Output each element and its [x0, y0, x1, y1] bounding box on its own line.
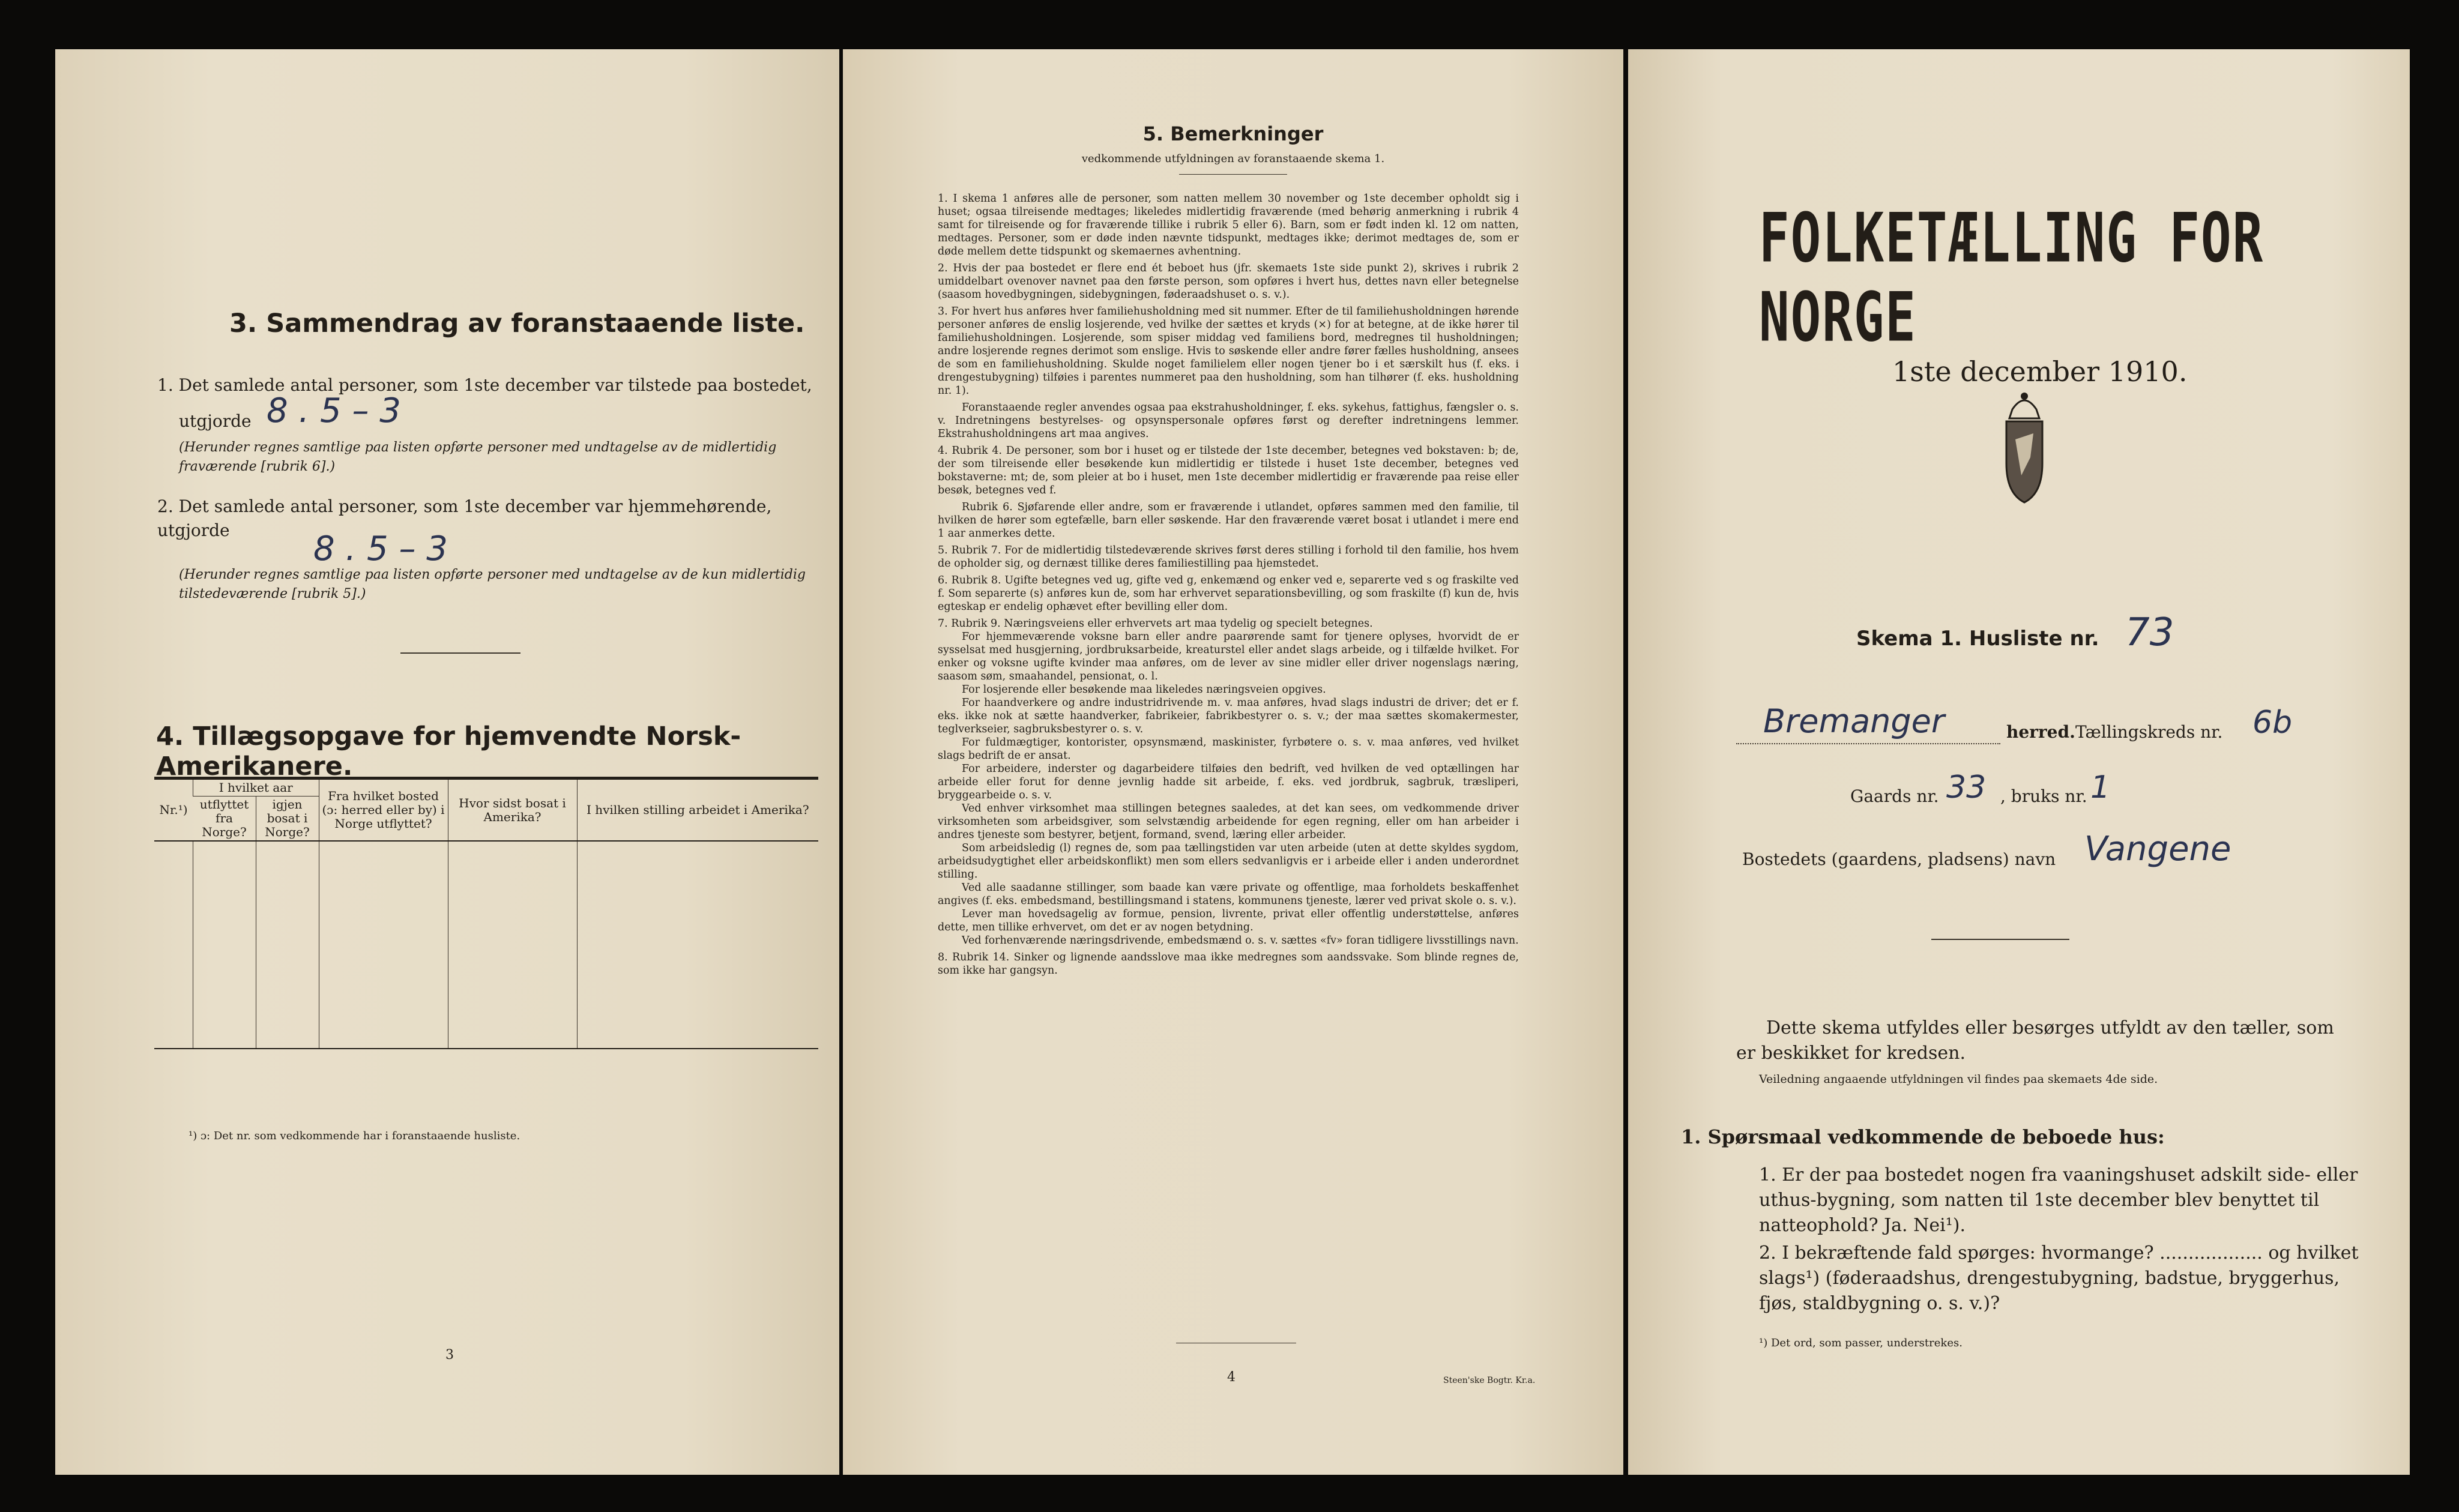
- remark-6: 6. Rubrik 8. Ugifte betegnes ved ug, gifte ved g, enkemænd og enker ved e, separerte ved s og fraskilte ved f. Som separerte (s) anføres kun de, som har erhvervet separationsbevilling, og som fraskilte (f) kun de, hvis egteskap er endelig ophævet efter bevilling eller dom.: [938, 574, 1519, 613]
- husliste-number: 73: [2125, 610, 2174, 655]
- remarks-title: 5. Bemerkninger: [1142, 122, 1324, 145]
- remark-5: 5. Rubrik 7. For de midlertidig tilstedeværende skrives først deres stilling i forhold til den familie, hos hvem de opholder sig, og dernæst tillike deres familiestilling paa hjemstedet.: [938, 544, 1519, 570]
- remark-7e: For arbeidere, inderster og dagarbeidere tilføies den bedrift, ved hvilken de ved optællingen har arbeide eller forut for denne jevnlig hadde sit arbeide, f. eks. ved jordbruk, sagbruk, træsliperi, bryggearbeide o. s. v.: [938, 763, 1519, 801]
- page-number: 3: [445, 1348, 454, 1363]
- col-igjen-bosat: igjen bosat i Norge?: [256, 797, 319, 842]
- item1-prefix: utgjorde: [179, 411, 252, 431]
- remark-7j: Ved forhenværende næringsdrivende, embedsmænd o. s. v. sættes «fv» foran tidligere livsstillings navn.: [962, 935, 1519, 947]
- remark-7i: Lever man hovedsagelig av formue, pension, livrente, privat eller offentlig understøttelse, anføres dette, men tillike erhvervet, om det er av nogen betydning.: [938, 908, 1519, 933]
- remark-8: 8. Rubrik 14. Sinker og lignende aandsslove maa ikke medregnes som aandssvake. Som blinde regnes de, som ikke har gangsyn.: [938, 951, 1519, 977]
- col-utflyttet: utflyttet fra Norge?: [199, 797, 249, 839]
- item2-text: 2. Det samlede antal personer, som 1ste december var hjemmehørende, utgjorde: [157, 496, 772, 540]
- right-page: [1628, 49, 2410, 1475]
- item1-note: (Herunder regnes samtlige paa listen opførte personer med undtagelse av de midlertidig fraværende [rubrik 6].): [179, 440, 777, 474]
- question-2: 2. I bekræftende fald spørges: hvormange? .................. og hvilket slags¹) (føderaadshus, drengestubygning, badstue, bryggerhus, fjøs, staldbygning o. s. v.)?: [1759, 1242, 2359, 1314]
- census-title: FOLKETÆLLING FOR NORGE: [1759, 198, 2264, 357]
- printer-imprint: Steen'ske Bogtr. Kr.a.: [1443, 1376, 1536, 1385]
- left-page: [55, 49, 839, 1475]
- section3-title: 3. Sammendrag av foranstaaende liste.: [229, 309, 805, 339]
- gaards-label: Gaards nr.: [1850, 786, 1939, 806]
- remark-7h: Ved alle saadanne stillinger, som baade kan være private og offentlige, maa forholdets beskaffenhet angives (f. eks. embedsmand, bestillingsmand i statens, kommunens tjeneste, lærer ved privat skole o. s. v.).: [938, 882, 1519, 907]
- section4-title: 4. Tillægsopgave for hjemvendte Norsk-Amerikanere.: [156, 721, 741, 782]
- norsk-amerikanere-table: [154, 777, 818, 1049]
- question-1: 1. Er der paa bostedet nogen fra vaaningshuset adskilt side- eller uthus-bygning, som natten til 1ste december blev benyttet til natteophold? Ja. Nei¹).: [1759, 1164, 2358, 1236]
- item2-note: (Herunder regnes samtlige paa listen opførte personer med undtagelse av de kun midlertidig tilstedeværende [rubrik 5].): [179, 567, 806, 601]
- table-footnote: ¹) ɔ: Det nr. som vedkommende har i foranstaaende husliste.: [189, 1130, 520, 1142]
- bruks-handwritten: 1: [2090, 770, 2111, 806]
- remark-7c: For haandverkere og andre industridrivende m. v. maa anføres, hvad slags industri de driver; det er f. eks. ikke nok at sætte haandverker, fabrikeier, fabrikbestyrer o. s. v.; der maa sættes skomakermester, teglverkseier, sagbruksbestyrer o. s. v.: [938, 697, 1519, 735]
- table-row: [154, 996, 818, 1049]
- kreds-handwritten: 6b: [2252, 705, 2293, 741]
- remark-7a: For hjemmeværende voksne barn eller andre paarørende samt for tjenere oplyses, hvorvidt de er sysselsat med husgjerning, jordbruksarbeide, kreaturstel eller andet slags arbeide, og i tilfælde hvilket. For enker og voksne ugifte kvinder maa anføres, om de lever av sine midler eller driver nogenslags næring, saasom søm, smaahandel, pensionat, o. l.: [938, 631, 1519, 682]
- skema-label: Skema 1. Husliste nr.: [1856, 627, 2099, 651]
- remark-7d: For fuldmægtiger, kontorister, opsynsmænd, maskinister, fyrbøtere o. s. v. maa anføres, ved hvilket slags bedrift de er ansat.: [938, 736, 1519, 762]
- table-row: [154, 945, 818, 996]
- remark-4b: Rubrik 6. Sjøfarende eller andre, som er fraværende i utlandet, opføres sammen med den familie, til hvilken de hører som egtefælle, barn eller søskende. Har den fraværende været bosat i utlandet i mere end 1 aar anmerkes dette.: [938, 501, 1519, 540]
- remark-1: 1. I skema 1 anføres alle de personer, som natten mellem 30 november og 1ste december opholdt sig i huset; ogsaa tilreisende medtages; likeledes midlertidig fraværende (med behørig anmerkning i rubrik 4 samt for tilreisende og for fraværende tillike i rubrik 5 eller 6). Barn, som er født inden kl. 12 om natten, medtages. Personer, som er døde inden nævnte tidspunkt, medtages ikke; derimot medtages de, som er døde mellem dette tidspunkt og skemaernes avhentning.: [938, 193, 1519, 258]
- item1-handwritten-count: 8 . 5 – 3: [267, 391, 401, 430]
- bruks-label: , bruks nr.: [2000, 786, 2087, 806]
- page-footnote: ¹) Det ord, som passer, understrekes.: [1759, 1337, 1963, 1349]
- gaards-handwritten: 33: [1946, 770, 1987, 806]
- remark-7f: Ved enhver virksomhet maa stillingen betegnes saaledes, at det kan sees, om vedkommende driver virksomheten som arbeidsgiver, som selvstændig arbeidende for egen regning, eller om han arbeider i andres tjeneste som bestyrer, betjent, formand, svend, læring eller arbeider.: [938, 803, 1519, 841]
- remark-3b: Foranstaaende regler anvendes ogsaa paa ekstrahusholdninger, f. eks. sykehus, fattighus, fængsler o. s. v. Indretningens bestyrelses- og opsynspersonale opføres først og derefter indretningens lemmer. Ekstrahusholdningens art maa angives.: [938, 402, 1519, 440]
- col-bosted: Fra hvilket bosted (ɔ: herred eller by) i Norge utflyttet?: [319, 779, 448, 842]
- remark-3: 3. For hvert hus anføres hver familiehusholdning med sit nummer. Efter de til familiehusholdningen hørende personer anføres de enslig losjerende, ved hvilke der sættes et kryds (×) for at betegne, at de ikke hører til familiehusholdningen. Losjerende, som spiser middag ved familiens bord, medregnes til husholdningen; andre losjerende regnes derimot som enslige. Hvis to søskende eller andre fører fælles husholdning, ansees de som en familiehusholdning. Skulde noget familielem eller nogen tjener bo i et særskilt hus (f. eks. i drengestubygning) tilføies i parentes nummeret paa den husholdning, som han tilhører (f. eks. husholdning nr. 1).: [938, 306, 1519, 397]
- herred-handwritten: Bremanger: [1763, 702, 1945, 740]
- remark-7g: Som arbeidsledig (l) regnes de, som paa tællingstiden var uten arbeide (uten at dette skyldes sygdom, arbeidsudygtighet eller arbeidskonflikt) men som ellers sedvanligvis er i arbeide eller i anden underordnet stilling.: [938, 842, 1519, 881]
- remarks-subtitle: vedkommende utfyldningen av foranstaaende skema 1.: [1081, 152, 1385, 165]
- divider: [1931, 939, 2069, 940]
- page-number: 4: [1227, 1370, 1236, 1385]
- coat-of-arms-icon: [1988, 385, 2060, 505]
- remark-4: 4. Rubrik 4. De personer, som bor i huset og er tilstede der 1ste december, betegnes ved bokstaven: b; de, der som tilreisende eller besøkende kun midlertidig er tilstede i huset 1ste december, betegnes ved bokstaverne: mt; de, som pleier at bo i huset, men 1ste december midlertidig er fraværende paa reise eller besøk, betegnes ved f.: [938, 445, 1519, 496]
- census-date: 1ste december 1910.: [1892, 355, 2188, 388]
- divider: [400, 652, 520, 654]
- remark-2: 2. Hvis der paa bostedet er flere end ét beboet hus (jfr. skemaets 1ste side punkt 2), skrives i rubrik 2 umiddelbart ovenover navnet paa den første person, som opføres i hvert hus, dettes navn eller betegnelse (saasom hovedbygningen, sidebygningen, føderaadshuset o. s. v.).: [938, 262, 1519, 301]
- kreds-label: Tællingskreds nr.: [2075, 722, 2223, 742]
- intro-text: Dette skema utfyldes eller besørges utfyldt av den tæller, som er beskikket for kredsen.: [1736, 1017, 2334, 1064]
- table-row: [154, 893, 818, 945]
- divider: [1179, 174, 1287, 175]
- remarks-list: [938, 192, 1519, 981]
- middle-page: [843, 49, 1623, 1475]
- col-stilling: I hvilken stilling arbeidet i Amerika?: [577, 779, 818, 842]
- questions-heading: 1. Spørsmaal vedkommende de beboede hus:: [1681, 1125, 2165, 1148]
- col-nr: Nr.¹): [159, 803, 188, 817]
- bosted-handwritten: Vangene: [2084, 830, 2231, 869]
- table-row: [154, 841, 818, 893]
- bosted-label: Bostedets (gaardens, pladsens) navn: [1742, 849, 2056, 869]
- item1-text: 1. Det samlede antal personer, som 1ste december var tilstede paa bostedet,: [157, 375, 812, 395]
- item2-handwritten-count: 8 . 5 – 3: [313, 529, 448, 568]
- herred-label: herred.: [2006, 722, 2075, 742]
- veiledning-text: Veiledning angaaende utfyldningen vil findes paa skemaets 4de side.: [1759, 1073, 2158, 1086]
- remark-7b: For losjerende eller besøkende maa likeledes næringsveien opgives.: [962, 684, 1326, 696]
- col-group-aar: I hvilket aar: [193, 779, 319, 797]
- remark-7: 7. Rubrik 9. Næringsveiens eller erhvervets art maa tydelig og specielt betegnes.: [938, 618, 1373, 630]
- col-sidst-bosat: Hvor sidst bosat i Amerika?: [448, 779, 577, 842]
